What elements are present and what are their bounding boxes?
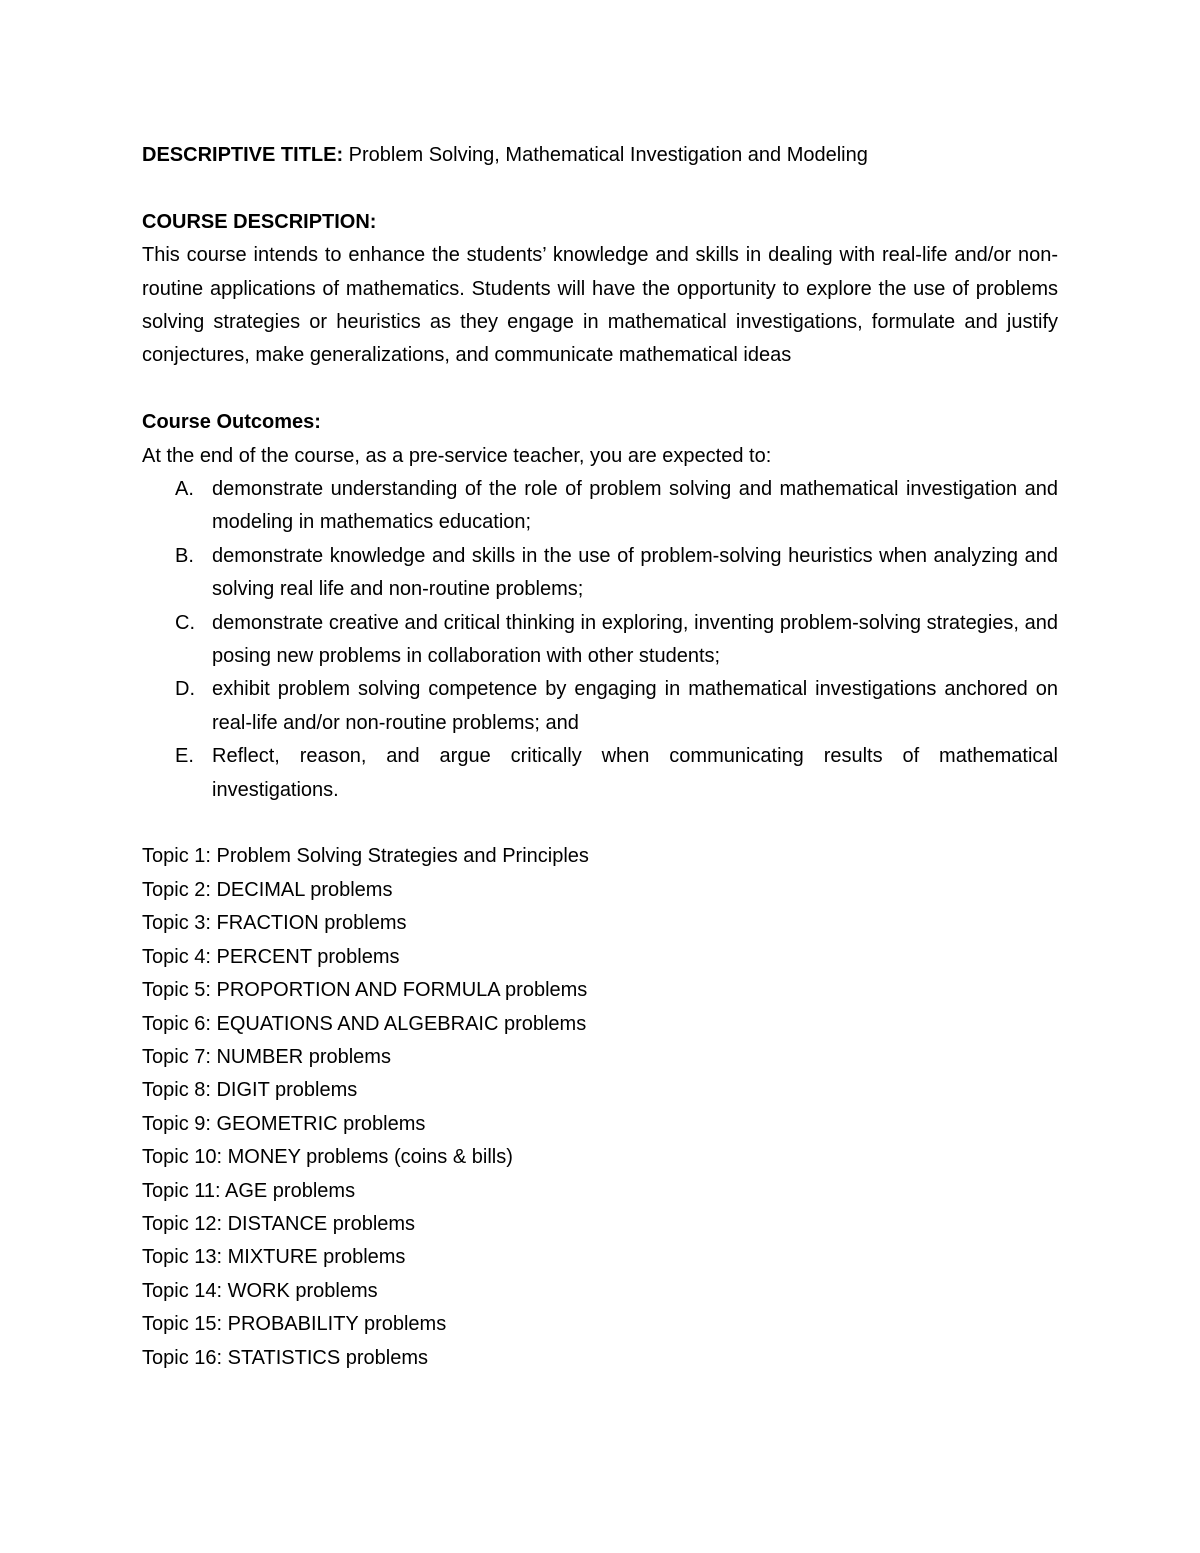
descriptive-title-line	[142, 139, 1058, 172]
outcome-text: demonstrate creative and critical thinking in exploring, inventing problem-solving strategies, and posing new problems in collaboration with other students;	[212, 611, 1058, 668]
topic-item: Topic 7: NUMBER problems	[142, 1045, 391, 1068]
outcome-item-d	[142, 673, 1058, 740]
spacer	[142, 172, 1058, 205]
descriptive-title-label: DESCRIPTIVE TITLE:	[142, 144, 344, 166]
course-outcomes-heading: Course Outcomes:	[142, 411, 321, 434]
outcome-item-b	[142, 540, 1058, 607]
topic-item: Topic 1: Problem Solving Strategies and Principles	[142, 845, 589, 868]
topic-item: Topic 13: MIXTURE problems	[142, 1246, 406, 1269]
outcome-item-e	[142, 740, 1058, 807]
topic-item: Topic 11: AGE problems	[142, 1179, 356, 1202]
outcome-letter: C.	[175, 611, 195, 634]
topic-item: Topic 2: DECIMAL problems	[142, 878, 393, 901]
spacer	[142, 373, 1058, 406]
spacer	[142, 807, 1058, 840]
topic-item: Topic 5: PROPORTION AND FORMULA problems	[142, 979, 588, 1002]
outcome-text: demonstrate understanding of the role of problem solving and mathematical investigation and modeling in mathematics education;	[212, 478, 1058, 534]
course-description-heading: COURSE DESCRIPTION:	[142, 210, 377, 233]
outcome-item-c	[142, 607, 1058, 674]
topic-item: Topic 8: DIGIT problems	[142, 1079, 358, 1102]
outcome-text: exhibit problem solving competence by engaging in mathematical investigations anchored on real-life and/or non-routine problems; and	[212, 678, 1058, 734]
topic-item: Topic 6: EQUATIONS AND ALGEBRAIC problems	[142, 1012, 587, 1035]
course-outcomes-intro: At the end of the course, as a pre-service teacher, you are expected to:	[142, 444, 772, 467]
document-page	[142, 139, 1058, 1375]
topic-item: Topic 15: PROBABILITY problems	[142, 1313, 447, 1336]
outcome-text: demonstrate knowledge and skills in the use of problem-solving heuristics when analyzing and solving real life and non-routine problems;	[212, 544, 1058, 601]
outcome-letter: A.	[175, 478, 194, 501]
outcome-letter: D.	[175, 678, 195, 701]
outcome-item-a	[142, 473, 1058, 540]
outcome-text: Reflect, reason, and argue critically when communicating results of mathematical investigations.	[212, 745, 1058, 801]
outcome-letter: E.	[175, 745, 194, 768]
topic-item: Topic 4: PERCENT problems	[142, 945, 400, 968]
topic-list	[142, 840, 1058, 1375]
topic-item: Topic 10: MONEY problems (coins & bills)	[142, 1146, 513, 1169]
course-outcomes-list	[142, 473, 1058, 807]
topic-item: Topic 14: WORK problems	[142, 1279, 378, 1302]
outcome-letter: B.	[175, 544, 194, 567]
topic-item: Topic 9: GEOMETRIC problems	[142, 1112, 426, 1135]
topic-item: Topic 16: STATISTICS problems	[142, 1346, 429, 1369]
descriptive-title-value: Problem Solving, Mathematical Investigation and Modeling	[343, 144, 868, 166]
topic-item: Topic 12: DISTANCE problems	[142, 1212, 416, 1235]
course-description-text: This course intends to enhance the students’ knowledge and skills in dealing with real-life and/or non-routine applications of mathematics. Students will have the opportunity to explore the use of problems solving strategies or heuristics as they engage in mathematical investigations, formulate and justify conjectures, make generalizations, and communicate mathematical ideas	[142, 244, 1058, 367]
topic-item: Topic 3: FRACTION problems	[142, 912, 407, 935]
